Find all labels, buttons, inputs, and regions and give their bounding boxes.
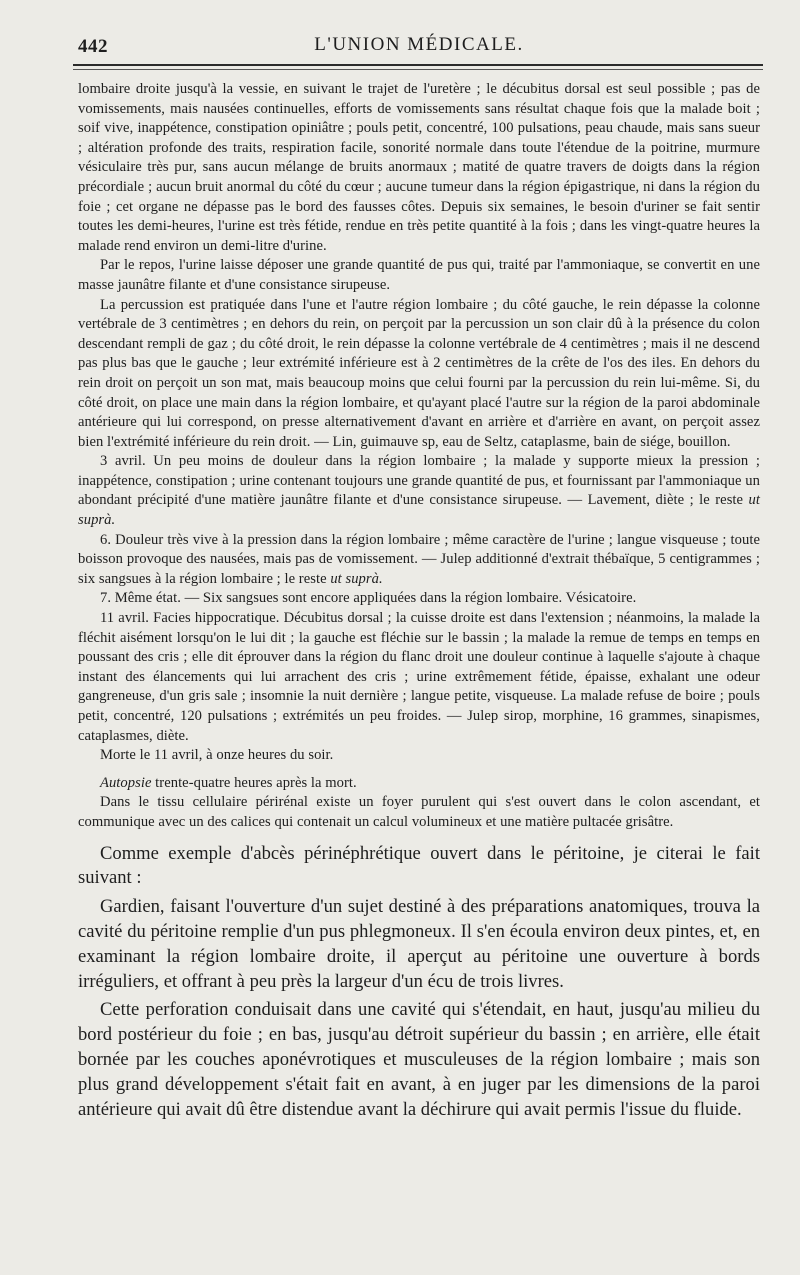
commentary-section: [78, 842, 760, 1123]
paragraph-april-7: 7. Même état. — Six sangsues sont encore appliquées dans la région lombaire. Vésicatoire.: [100, 590, 637, 607]
header-rule-thin: [73, 69, 763, 70]
paragraph-death: Morte le 11 avril, à onze heures du soir.: [100, 747, 334, 764]
paragraph-percussion: La percussion est pratiquée dans l'une et l'autre région lombaire ; du côté gauche, le rein dépasse la colonne vertébrale de 3 centimètres ; en dehors du rein, on perçoit par la percussion un son clair dû à la présence du colon descendant rempli de gaz ; du côté droit, le rein dépasse la colonne vertébrale de 4 centimètres ; mais il ne descend pas plus bas que le gauche ; leur extrémité inférieure est à 2 centimètres de la crête de l'os des iles. En dehors du rein droit on perçoit un son mat, mais beaucoup moins que celui fourni par la percussion du rein lui-même. Si, du côté droit, on place une main dans la région lombaire, et qu'ayant placé l'autre sur la région de la paroi abdominale antérieure qui lui correspond, on presse alternativement d'avant en arrière et d'arrière en avant, on perçoit assez bien l'extrémité inférieure du rein droit. — Lin, guimauve sp, eau de Seltz, cataplasme, bain de siége, bouillon.: [78, 296, 760, 450]
page-number: 442: [78, 36, 108, 57]
case-report-section: [78, 80, 760, 833]
paragraph-symptoms: lombaire droite jusqu'à la vessie, en suivant le trajet de l'uretère ; le décubitus dorsal est seul possible ; pas de vomissements, mais nausées continuelles, efforts de vomissements sans résultat chaque fois que la malade boit ; soif vive, inappétence, constipation opiniâtre ; pouls petit, concentré, 100 pulsations, peau chaude, mais sans sueur ; altération profonde des traits, respiration facile, sonorité normale dans toute l'étendue de la poitrine, murmure vésiculaire très pur, sans aucun mélange de bruits anormaux ; matité de quatre travers de doigts dans la région précordiale ; aucun bruit anormal du côté du cœur ; aucune tumeur dans la région épigastrique, ni dans la région du foie ; cet organe ne dépasse pas le bord des fausses côtes. Depuis six semaines, le besoin d'uriner se fait sentir toutes les demi-heures, l'urine est très fétide, rendue en très petite quantité à la fois ; dans les vingt-quatre heures la malade rend environ un demi-litre d'urine.: [78, 81, 760, 254]
paragraph-april-11: 11 avril. Facies hippocratique. Décubitus dorsal ; la cuisse droite est dans l'extension ; néanmoins, la malade la fléchit aisément lorsqu'on le lui dit ; la gauche est fléchie sur le bassin ; la malade la remue de temps en temps en poussant des cris ; elle dit éprouver dans la région du flanc droit une douleur continue à laquelle s'ajoute à chaque instant des élancements qui lui arrachent des cris ; urine extrêmement fétide, épaisse, exhalant une odeur gangreneuse, d'un gris sale ; insomnie la nuit dernière ; langue petite, visqueuse. La malade refuse de boire ; pouls petit, concentré, 120 pulsations ; extrémités un peu froides. — Julep sirop, morphine, 16 grammes, sinapismes, cataplasmes, diète.: [78, 610, 760, 744]
paragraph-autopsy-findings: Dans le tissu cellulaire périrénal existe un foyer purulent qui s'est ouvert dans le colon ascendant, et communique avec un des calices qui contenait un calcul volumineux et une matière pultacée grisâtre.: [78, 794, 760, 830]
paragraph-april-6: 6. Douleur très vive à la pression dans la région lombaire ; même caractère de l'urine ; langue visqueuse ; toute boisson provoque des nausées, mais pas de vomissement. — Julep additionné d'extrait thébaïque, 5 centigrammes ; six sangsues à la région lombaire ; le reste ut suprà.: [78, 531, 760, 587]
running-head: L'UNION MÉDICALE.: [314, 34, 524, 55]
header-rule: [73, 64, 763, 66]
paragraph-gardien: Gardien, faisant l'ouverture d'un sujet destiné à des préparations anatomiques, trouva la cavité du péritoine remplie d'un pus phlegmoneux. Il s'en écoula environ deux pintes, et, en examinant la région lombaire droite, il aperçut au péritoine une ouverture à bords irréguliers, et offrant à peu près la largeur d'un écu de trois livres.: [78, 896, 760, 992]
paragraph-autopsy: Autopsie trente-quatre heures après la mort.: [100, 774, 357, 791]
paragraph-example-intro: Comme exemple d'abcès périnéphrétique ouvert dans le péritoine, je citerai le fait suivant :: [78, 842, 760, 889]
paragraph-urine-deposit: Par le repos, l'urine laisse déposer une grande quantité de pus qui, traité par l'ammoniaque, se convertit en une masse jaunâtre filante et d'une consistance sirupeuse.: [78, 257, 760, 293]
page-header: [78, 30, 760, 62]
paragraph-perforation: Cette perforation conduisait dans une cavité qui s'étendait, en haut, jusqu'au milieu du bord postérieur du foie ; en bas, jusqu'au détroit supérieur du bassin ; en arrière, elle était bornée par les couches aponévrotiques et musculeuses de la région lombaire ; mais son plus grand développement s'était fait en avant, à en juger par les dimensions de la paroi antérieure qui avait dû être distendue avant la déchirure qui avait permis l'issue du fluide.: [78, 999, 760, 1120]
paragraph-april-3: 3 avril. Un peu moins de douleur dans la région lombaire ; la malade y supporte mieux la pression ; inappétence, constipation ; urine contenant toujours une grande quantité de pus, et fournissant par l'ammoniaque un abondant précipité d'une matière jaunâtre filante et d'une consistance sirupeuse. — Lavement, diète ; le reste ut suprà.: [78, 453, 760, 529]
